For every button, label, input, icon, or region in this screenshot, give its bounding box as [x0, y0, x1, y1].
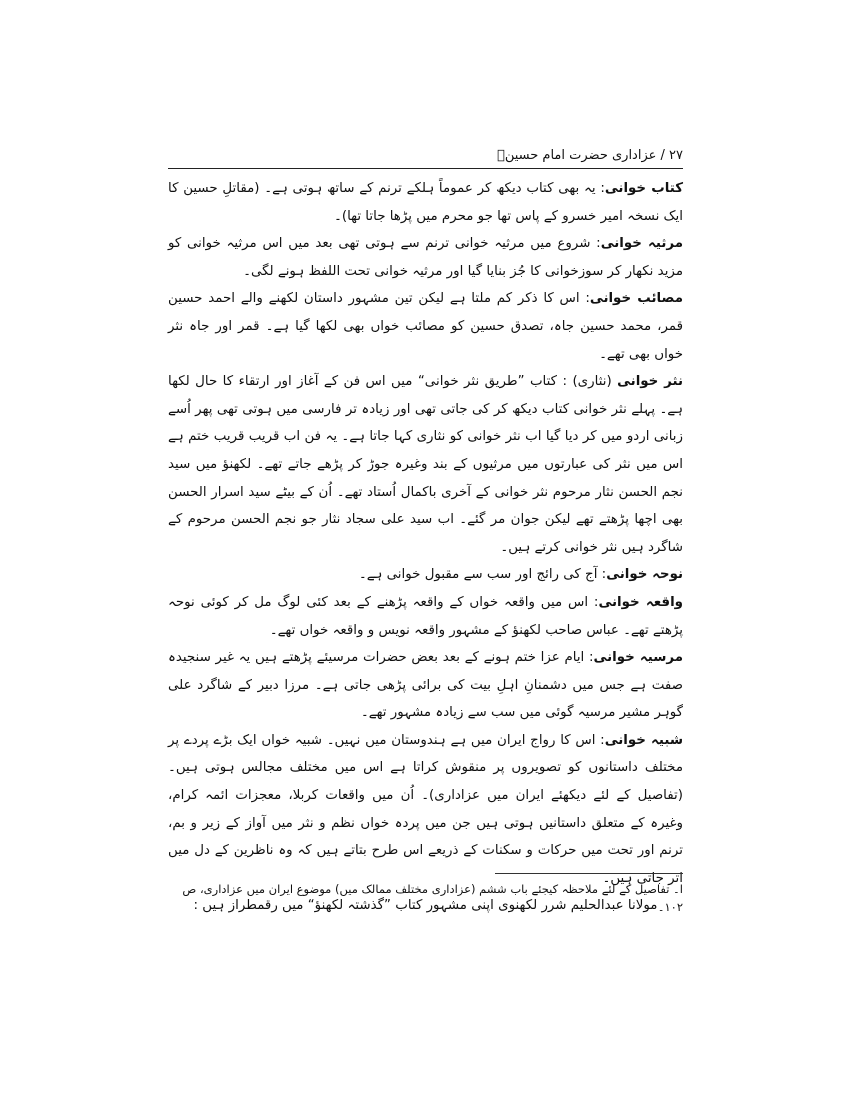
term-separator: :	[579, 291, 590, 307]
closing-line: مولانا عبدالحلیم شرر لکھنوی اپنی مشہور کتاب ”گذشتہ لکھنؤ“ میں رقمطراز ہیں :	[193, 898, 658, 914]
paragraph-text: اس کا ذکر کم ملتا ہے لیکن تین مشہور داستان لکھنے والے احمد حسین قمر، محمد حسین جاہ، تصدق حسین کو مصائب خواں بھی لکھا گیا ہے۔ قمر اور جاہ نثر خواں بھی تھے۔	[168, 291, 683, 362]
paragraph-shabih-khwani	[168, 727, 683, 893]
term-heading: مرثیہ خوانی	[600, 236, 683, 252]
paragraph-text: اس کا رواج ایران میں ہے ہندوستان میں نہیں۔ شبیہ خواں ایک بڑے پردے پر مختلف داستانوں کو تصویروں پر منقوش کراتا ہے اس میں مختلف مجالس ہوتی ہیں۔ (تفاصیل کے لئے دیکھئے ایران میں عزاداری)۔ اُن میں واقعات کربلا، معجزات ائمہ کرام، وغیرہ کے متعلق داستانیں ہوتی ہیں جن میں پردہ خواں نظم و نثر میں آواز کے زیر و بم، ترنم اور تحت میں حرکات و سکنات کے ذریعے اس طرح بتاتے ہیں کہ وہ ناظرین کے دل میں اتر جاتی ہیں۔	[168, 732, 683, 886]
term-heading: مرسیہ خوانی	[593, 650, 683, 666]
term-separator: :	[597, 567, 607, 583]
paragraph-text: ایام عزا ختم ہونے کے بعد بعض حضرات مرسیئے پڑھتے ہیں یہ غیر سنجیدہ صفت ہے جس میں دشمنانِ اہلِ بیت کی برائی پڑھی جاتی ہے۔ مرزا دبیر کے شاگرد علی گوہر مشیر مرسیہ گوئی میں سب سے زیادہ مشہور تھے۔	[168, 650, 683, 721]
paragraph-marsiyeh-khwani	[168, 644, 683, 727]
term-separator: :	[590, 236, 601, 252]
page-header	[168, 145, 683, 167]
paragraph-text: آج کی رائج اور سب سے مقبول خوانی ہے۔	[358, 567, 598, 583]
paragraph-waqia-khwani	[168, 589, 683, 644]
term-separator: :	[584, 650, 594, 666]
term-heading: مصائب خوانی	[589, 291, 683, 307]
footnote-rule	[495, 873, 683, 874]
term-separator: (نثاری) :	[557, 374, 618, 390]
paragraph-text: شروع میں مرثیہ خوانی ترنم سے ہوتی تھی بعد میں اس مرثیہ خوانی کو مزید نکھار کر سوزخوانی کا جُز بنایا گیا اور مرثیہ خوانی تحت اللفظ ہونے لگی۔	[168, 236, 683, 279]
paragraph-text: اس میں واقعہ خواں کے واقعہ پڑھنے کے بعد کئی لوگ مل کر کوئی نوحہ پڑھتے تھے۔ عباس صاحب لکھنؤ کے مشہور واقعہ نویس و واقعہ خواں تھے۔	[168, 594, 683, 638]
term-heading: واقعہ خوانی	[598, 594, 683, 610]
paragraph-masaib-khwani	[168, 285, 683, 368]
term-heading: شبیہ خوانی	[604, 732, 683, 748]
paragraph-text: یہ بھی کتاب دیکھ کر عموماً ہلکے ترنم کے ساتھ ہوتی ہے۔ (مقاتلِ حسین کا ایک نسخہ امیر خسرو کے پاس تھا جو محرم میں پڑھا جاتا تھا)۔	[168, 181, 683, 224]
paragraph-marsiya-khwani	[168, 230, 683, 285]
term-heading: کتاب خوانی	[604, 181, 683, 196]
term-separator: :	[588, 594, 599, 610]
paragraph-noha-khwani	[168, 561, 683, 589]
term-heading: نوحہ خوانی	[606, 567, 683, 583]
paragraph-nasr-khwani	[168, 368, 683, 561]
header-rule	[168, 168, 683, 169]
term-heading: نثر خوانی	[617, 374, 683, 390]
page-body	[168, 175, 683, 920]
paragraph-kitab-khwani	[168, 175, 683, 230]
term-separator: :	[595, 732, 605, 748]
running-header: ۲۷ / عزاداری حضرت امام حسینؑ	[497, 148, 683, 163]
term-separator: :	[595, 181, 605, 196]
footnote: ا۔ تفاصیل کے لئے ملاحظہ کیجئے باب ششم (عزاداری مختلف ممالک میں) موضوع ایران میں عزاداری، ص ۱۰۲۔	[182, 882, 683, 914]
paragraph-text: کتاب ”طریق نثر خوانی“ میں اس فن کے آغاز اور ارتقاء کا حال لکھا ہے۔ پہلے نثر خوانی کتاب دیکھ کر کی جاتی تھی اور زیادہ تر فارسی میں ہوتی تھی پھر اُسے زبانی اردو میں کر دیا گیا اب نثر خوانی کو نثاری کہا جاتا ہے۔ یہ فن اب قریب قریب ختم ہے اس میں نثر کی عبارتوں میں مرثیوں کے بند وغیرہ جوڑ کر پڑھے جاتے تھے۔ لکھنؤ میں سید نجم الحسن نثار مرحوم نثر خوانی کے آخری باکمال اُستاد تھے۔ اُن کے بیٹے سید اسرار الحسن بھی اچھا پڑھتے تھے لیکن جوان مر گئے۔ اب سید علی سجاد نثار جو نجم الحسن مرحوم کے شاگرد ہیں نثر خوانی کرتے ہیں۔	[168, 374, 683, 555]
